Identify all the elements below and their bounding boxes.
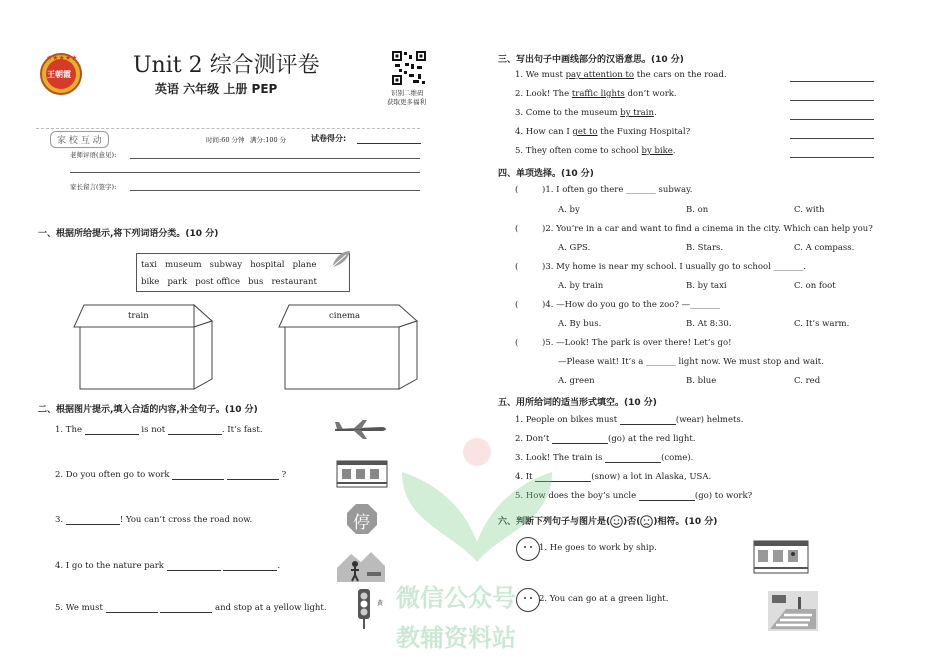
s2-q5: 5. We must and stop at a yellow light.: [55, 603, 327, 613]
bus-station-image: [753, 540, 809, 578]
s4-q2-opt-a[interactable]: A. GPS.: [558, 243, 591, 253]
house-train-label: train: [128, 311, 149, 321]
traffic-light-icon: [355, 588, 389, 630]
s2-q4-blank2[interactable]: [223, 560, 277, 571]
s4-q1-opt-b[interactable]: B. on: [686, 205, 709, 215]
s3-item-1: 1. We must pay attention to the cars on the road.: [515, 70, 727, 80]
teacher-comment-line[interactable]: [130, 158, 420, 159]
full-score: 满分:100 分: [250, 136, 287, 144]
sad-face-icon: [640, 515, 653, 528]
house-cinema: [277, 303, 419, 391]
s5-q4: 4. It (snow) a lot in Alaska, USA.: [515, 472, 712, 482]
s6-q1: 1. He goes to work by ship.: [539, 543, 657, 553]
s2-q2-blank2[interactable]: [227, 469, 279, 480]
s5-q3: 3. Look! The train is (come).: [515, 453, 694, 463]
exam-time: 时间:60 分钟: [206, 136, 245, 144]
page-subtitle: 英语 六年级 上册 PEP: [155, 82, 278, 96]
s2-q5-blank1[interactable]: [106, 602, 158, 613]
s6-q2-answer-circle[interactable]: [516, 588, 540, 612]
home-school-label: 家 校 互 动: [50, 131, 109, 148]
s4-q4-opt-b[interactable]: B. At 8:30.: [686, 319, 732, 329]
section6-title: 六、判断下列句子与图片是( )否( )相符。(10 分): [498, 517, 718, 527]
s5-q1-blank[interactable]: [620, 414, 676, 425]
stop-sign-icon: [346, 503, 378, 535]
traffic-light-arrow-label: 黄: [377, 600, 384, 607]
s2-q3: 3. ! You can’t cross the road now.: [55, 515, 253, 525]
s4-q2: )2. You’re in a car and want to find a cinema in the city. Which can help you?: [542, 224, 873, 234]
smile-face-icon: [610, 515, 623, 528]
s4-q3: )3. My home is near my school. I usually go to school _______.: [542, 262, 806, 272]
s2-q2-blank1[interactable]: [172, 469, 224, 480]
s4-q5-paren[interactable]: (: [515, 338, 519, 348]
s4-q5: )5. —Look! The park is over there! Let’s go!: [542, 338, 732, 348]
s4-q5-opt-b[interactable]: B. blue: [686, 376, 717, 386]
teacher-comment-label: 老师评语(意见):: [70, 151, 117, 159]
s4-q3-opt-c[interactable]: C. on foot: [794, 281, 836, 291]
parent-comment-label: 家长留言(签字):: [70, 183, 117, 191]
divider-top: [36, 128, 420, 129]
s4-q3-opt-a[interactable]: A. by train: [558, 281, 604, 291]
s2-q5-blank2[interactable]: [160, 602, 212, 613]
s4-q5-opt-a[interactable]: A. green: [558, 376, 595, 386]
page-title: Unit 2 综合测评卷: [133, 53, 320, 78]
s4-q1: )1. I often go there _______ subway.: [542, 185, 693, 195]
s5-q5-blank[interactable]: [639, 490, 695, 501]
section4-title: 四、单项选择。(10 分): [498, 169, 594, 179]
s2-q3-blank[interactable]: [66, 514, 120, 525]
word-box: [136, 253, 350, 292]
qr-code[interactable]: [391, 50, 427, 86]
s4-q4-opt-c[interactable]: C. It’s warm.: [794, 319, 850, 329]
stop-sign-text: 停: [353, 513, 370, 533]
s3-item-2: 2. Look! The traffic lights don’t work.: [515, 89, 677, 99]
s4-q4-paren[interactable]: (: [515, 300, 519, 310]
s2-q4: 4. I go to the nature park .: [55, 561, 281, 571]
s4-q2-opt-c[interactable]: C. A compass.: [794, 243, 855, 253]
plane-icon: [333, 418, 389, 444]
section5-title: 五、用所给词的适当形式填空。(10 分): [498, 398, 657, 408]
svg-text:★★★★★: ★★★★★: [46, 54, 78, 62]
parent-comment-line[interactable]: [130, 190, 420, 191]
s4-q1-opt-a[interactable]: A. by: [558, 205, 580, 215]
logo-text: 王朝霞: [47, 70, 71, 79]
score-line[interactable]: [357, 143, 421, 144]
person-walking-icon: [337, 548, 385, 586]
house-train: [72, 303, 214, 391]
s4-q5-opt-c[interactable]: C. red: [794, 376, 821, 386]
s3-answer-3[interactable]: [790, 118, 874, 120]
crosswalk-image: [768, 591, 818, 635]
s2-q1-blank2[interactable]: [168, 424, 222, 435]
s3-answer-1[interactable]: [790, 80, 874, 82]
s4-q3-paren[interactable]: (: [515, 262, 519, 272]
teacher-comment-line-2[interactable]: [70, 172, 420, 173]
section2-title: 二、根据图片提示,填入合适的内容,补全句子。(10 分): [38, 405, 258, 415]
s2-q2: 2. Do you often go to work ?: [55, 470, 287, 480]
s2-q1: 1. The is not . It’s fast.: [55, 425, 263, 435]
s4-q4-opt-a[interactable]: A. By bus.: [558, 319, 602, 329]
word-box-row1: taxi museum subway hospital plane: [141, 260, 317, 270]
s4-q3-opt-b[interactable]: B. by taxi: [686, 281, 727, 291]
s4-q1-paren[interactable]: (: [515, 185, 519, 195]
s3-answer-2[interactable]: [790, 99, 874, 101]
s4-q5-line2: —Please wait! It’s a _______ light now. We must stop and wait.: [558, 357, 824, 367]
s5-q1: 1. People on bikes must (wear) helmets.: [515, 415, 744, 425]
s5-q3-blank[interactable]: [605, 452, 661, 463]
qr-caption-1: 识别二维码: [391, 89, 424, 97]
s5-q5: 5. How does the boy’s uncle (go) to work?: [515, 491, 753, 501]
house-cinema-label: cinema: [329, 311, 361, 321]
s3-item-5: 5. They often come to school by bike.: [515, 146, 676, 156]
word-box-row2: bike park post office bus restaurant: [141, 277, 317, 287]
score-label: 试卷得分:: [311, 134, 347, 143]
s2-q4-blank1[interactable]: [167, 560, 221, 571]
watermark-line2: 教辅资料站: [396, 624, 516, 652]
subway-icon: [336, 460, 388, 492]
watermark-line1: 微信公众号: [396, 584, 516, 612]
section1-title: 一、根据所给提示,将下列词语分类。(10 分): [38, 229, 219, 239]
s3-answer-5[interactable]: [790, 156, 874, 158]
watermark-leaf-icon: [392, 432, 562, 576]
s2-q1-blank1[interactable]: [85, 424, 139, 435]
publisher-logo: [38, 50, 84, 96]
s3-item-4: 4. How can I get to the Fuxing Hospital?: [515, 127, 691, 137]
qr-caption-2: 获取更多福利: [387, 98, 426, 106]
s3-item-3: 3. Come to the museum by train.: [515, 108, 657, 118]
leaf-icon: [330, 249, 352, 273]
s4-q4: )4. —How do you go to the zoo? —_______: [542, 300, 720, 310]
s4-q2-paren[interactable]: (: [515, 224, 519, 234]
s3-answer-4[interactable]: [790, 137, 874, 139]
s5-q2: 2. Don’t (go) at the red light.: [515, 434, 696, 444]
section3-title: 三、写出句子中画线部分的汉语意思。(10 分): [498, 55, 684, 65]
s4-q1-opt-c[interactable]: C. with: [794, 205, 825, 215]
s6-q2: 2. You can go at a green light.: [539, 594, 669, 604]
s4-q2-opt-b[interactable]: B. Stars.: [686, 243, 724, 253]
